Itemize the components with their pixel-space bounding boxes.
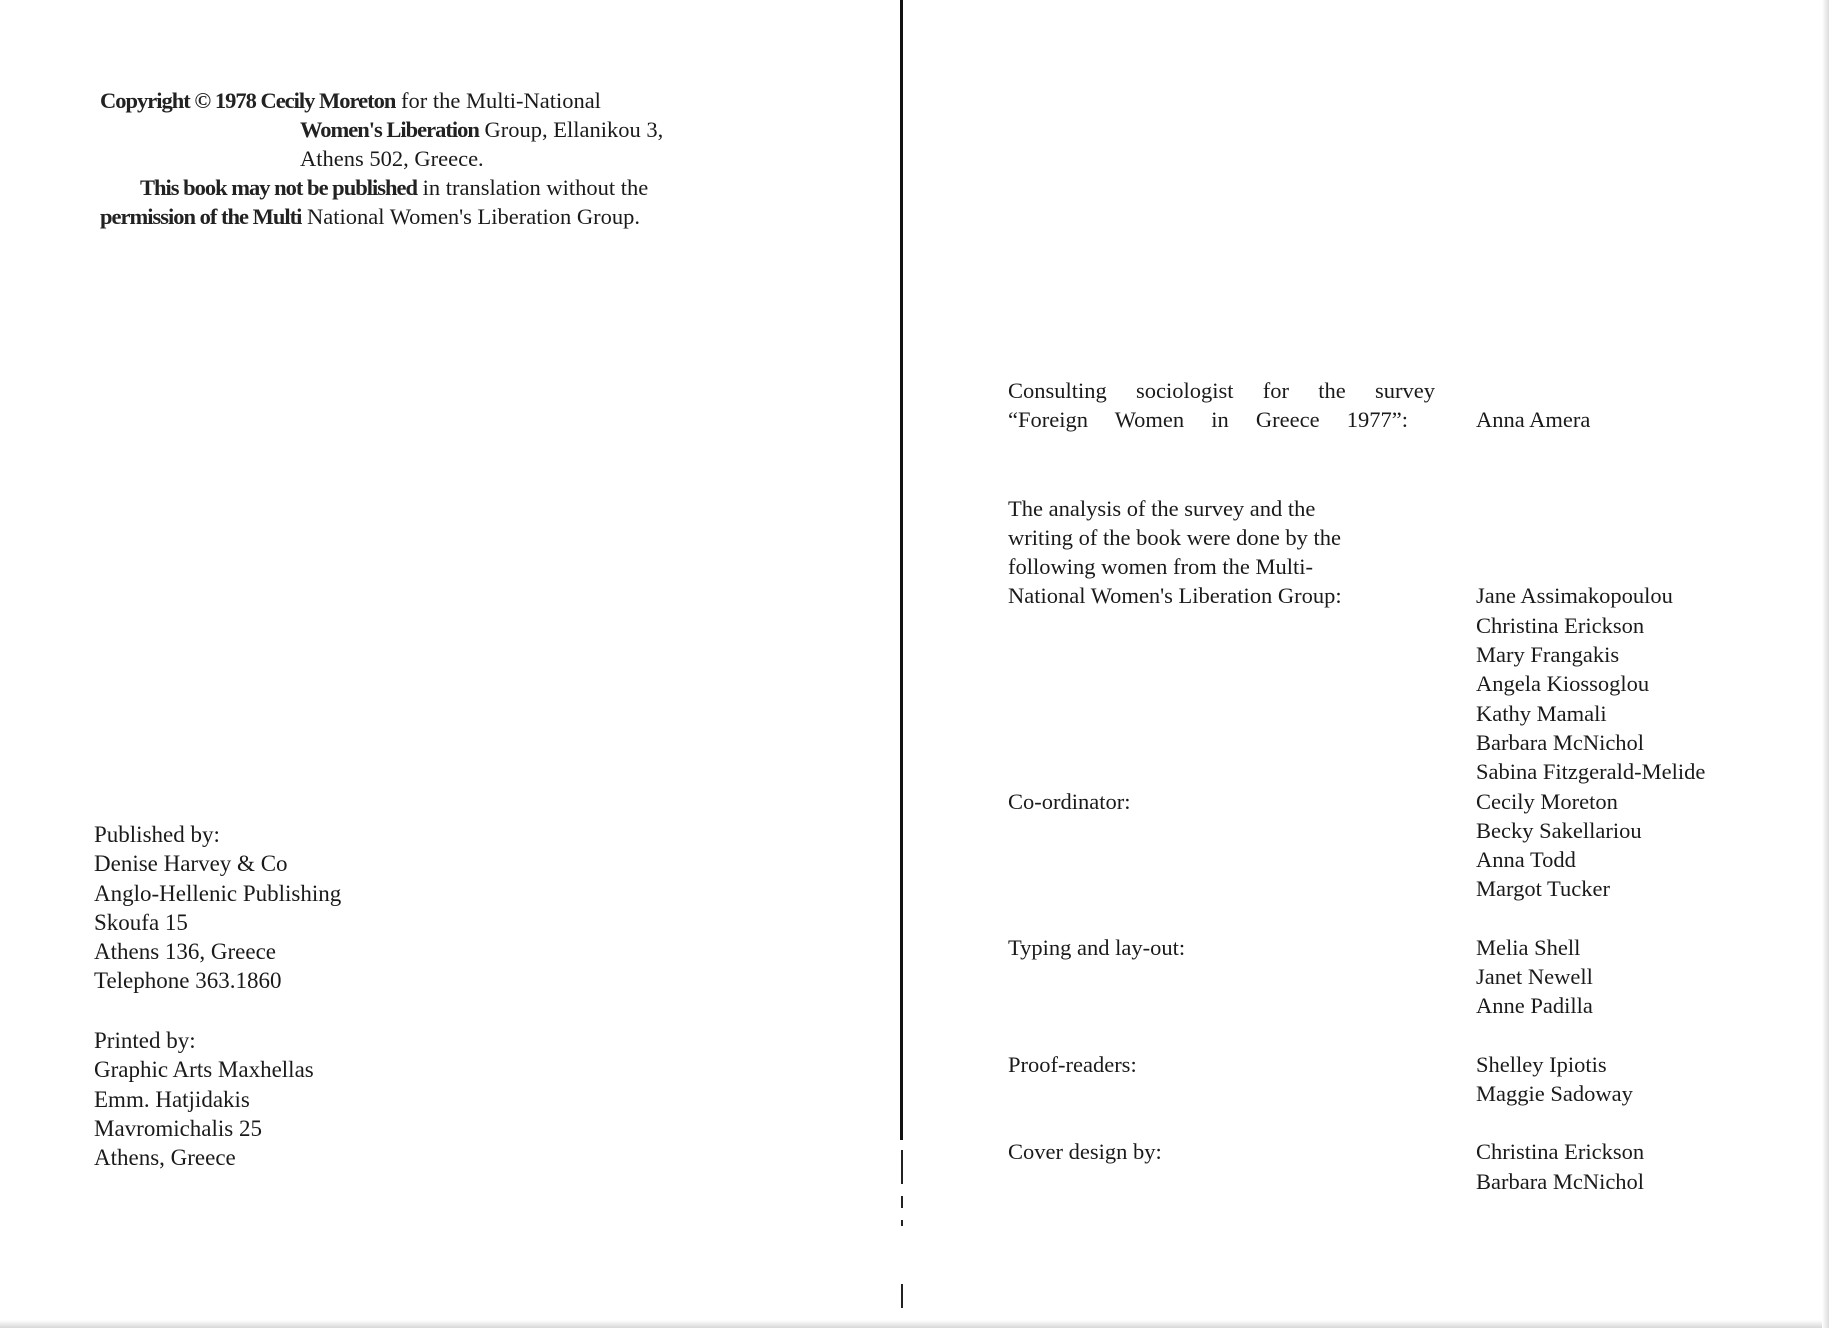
credit-name: Becky Sakellariou	[1476, 817, 1642, 843]
credit-name: Christina Erickson	[1476, 612, 1645, 638]
credit-name: Cecily Moreton	[1476, 788, 1618, 814]
printer-line: Graphic Arts Maxhellas	[94, 1057, 314, 1083]
coordinator-label: Co-ordinator:	[1008, 788, 1131, 814]
printer-line: Emm. Hatjidakis	[94, 1086, 250, 1112]
page-right-edge	[1822, 0, 1829, 1328]
publisher-line: Athens 136, Greece	[94, 939, 277, 965]
credit-names	[1476, 494, 1705, 904]
copyright-line-text: National Women's Liberation Group.	[301, 204, 641, 229]
publisher-line: Anglo-Hellenic Publishing	[94, 880, 342, 906]
credit-name: Sabina Fitzgerald-Melide	[1476, 759, 1706, 785]
credit-role	[1008, 376, 1476, 435]
publisher-line: Published by:	[94, 822, 220, 847]
credit-row-proofreaders	[1008, 1050, 1808, 1109]
credit-role	[1008, 1137, 1476, 1196]
credit-name: Anna Todd	[1476, 847, 1576, 873]
credit-name: Angela Kiossoglou	[1476, 671, 1650, 697]
credit-row-authors	[1008, 494, 1808, 904]
credit-role-line: Consulting sociologist for the survey	[1008, 378, 1435, 403]
copyright-line-text: for the Multi-National	[395, 88, 601, 113]
copyright-line-smudged: Copyright © 1978 Cecily Moreton	[100, 88, 396, 113]
credit-names	[1476, 376, 1590, 435]
page-bottom-edge	[0, 1320, 1829, 1328]
credit-role-line: writing of the book were done by the	[1008, 524, 1342, 550]
credit-role-line: National Women's Liberation Group:	[1008, 583, 1342, 609]
credit-role-line: Typing and lay-out:	[1008, 934, 1186, 960]
credit-row-sociologist	[1008, 376, 1808, 435]
spine-mark	[901, 1220, 903, 1226]
credit-name: Melia Shell	[1476, 934, 1581, 960]
printer-line: Mavromichalis 25	[94, 1115, 262, 1141]
book-spine	[900, 0, 903, 1140]
credit-role-line: Proof-readers:	[1008, 1051, 1137, 1077]
credit-row-typing	[1008, 933, 1808, 1021]
credit-name: Mary Frangakis	[1476, 642, 1620, 668]
publisher-block	[94, 820, 341, 996]
spine-mark	[901, 1196, 903, 1208]
credit-role	[1008, 933, 1476, 1021]
credit-role	[1008, 1050, 1476, 1109]
publisher-line: Skoufa 15	[94, 909, 188, 935]
credit-name: Margot Tucker	[1476, 876, 1610, 902]
credit-role	[1008, 494, 1476, 904]
copyright-line	[100, 202, 770, 231]
copyright-line	[100, 115, 770, 144]
credit-name: Shelley Ipiotis	[1476, 1051, 1607, 1077]
credit-name: Christina Erickson	[1476, 1139, 1645, 1165]
copyright-line-smudged: permission of the Multi	[100, 204, 302, 229]
publisher-line: Telephone 363.1860	[94, 968, 282, 994]
credit-names	[1476, 1137, 1644, 1196]
copyright-line-text: Athens 502, Greece.	[300, 146, 484, 171]
credit-name: Anna Amera	[1476, 407, 1591, 433]
spine-mark	[901, 1150, 903, 1184]
printer-line: Printed by:	[94, 1028, 196, 1053]
credit-role-line: following women from the Multi-	[1008, 554, 1313, 580]
credit-name: Jane Assimakopoulou	[1476, 583, 1673, 609]
printer-block	[94, 1026, 314, 1172]
credit-role-line: The analysis of the survey and the	[1008, 495, 1316, 521]
credit-role-line: Cover design by:	[1008, 1139, 1162, 1165]
credit-name: Janet Newell	[1476, 964, 1593, 990]
credit-name: Kathy Mamali	[1476, 700, 1607, 726]
copyright-line	[100, 173, 770, 202]
credit-role-line: “Foreign Women in Greece 1977”:	[1008, 407, 1408, 433]
credit-names	[1476, 933, 1593, 1021]
copyright-line	[100, 86, 770, 115]
credit-names	[1476, 1050, 1633, 1109]
credit-name: Barbara McNichol	[1476, 729, 1645, 755]
printer-line: Athens, Greece	[94, 1145, 236, 1171]
copyright-line-smudged: This book may not be published	[140, 175, 417, 200]
copyright-notice	[100, 86, 770, 231]
credit-name: Maggie Sadoway	[1476, 1080, 1633, 1106]
credit-name: Barbara McNichol	[1476, 1168, 1645, 1194]
copyright-line-text: Group, Ellanikou 3,	[478, 117, 664, 142]
publisher-line: Denise Harvey & Co	[94, 851, 288, 877]
credit-name: Anne Padilla	[1476, 993, 1593, 1019]
copyright-line-text: in translation without the	[417, 175, 649, 200]
spine-mark	[901, 1284, 903, 1308]
credit-row-cover-design	[1008, 1137, 1808, 1196]
copyright-line	[100, 144, 770, 173]
credits-list	[1008, 376, 1808, 1196]
copyright-line-smudged: Women's Liberation	[300, 117, 479, 142]
